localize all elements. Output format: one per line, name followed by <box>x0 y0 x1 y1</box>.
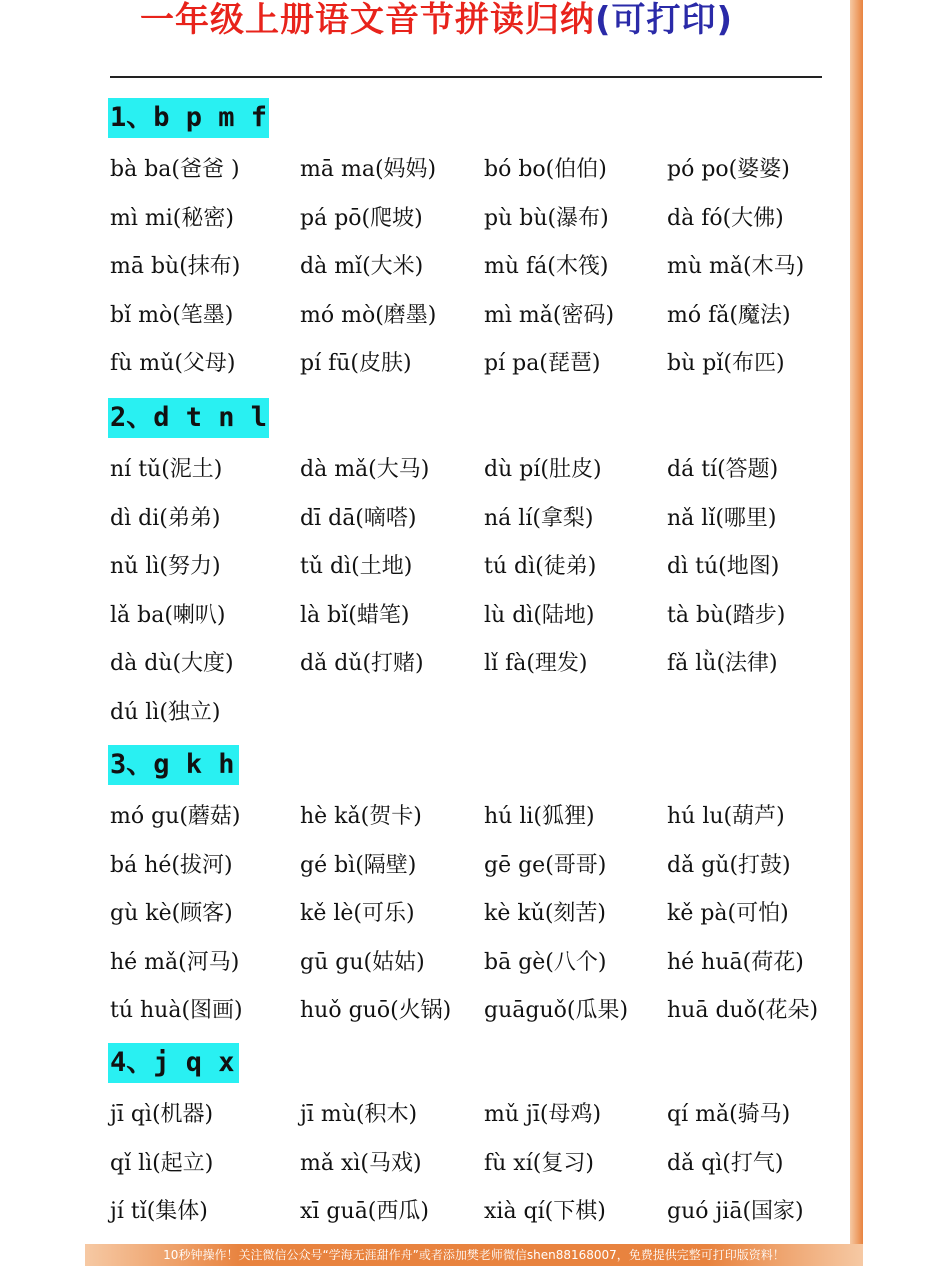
syllable-item: huā duǒ(花朵) <box>667 998 819 1023</box>
syllable-item: nǔ lì(努力) <box>110 554 221 579</box>
syllable-item: hé huā(荷花) <box>667 949 804 975</box>
syllable-item: hú li(狐狸) <box>484 804 595 829</box>
syllable-item: bā gè(八个) <box>484 949 607 975</box>
syllable-item: pó po(婆婆) <box>667 157 790 182</box>
syllable-item: bǐ mò(笔墨) <box>110 302 234 328</box>
syllable-item: dì tú(地图) <box>667 554 780 579</box>
syllable-item: bà ba(爸爸 ) <box>110 157 240 182</box>
syllable-item: tà bù(踏步) <box>667 602 786 628</box>
syllable-item: ní tǔ(泥土) <box>110 457 223 482</box>
syllable-item: kè kǔ(刻苦) <box>484 901 607 926</box>
syllable-item: mù fá(木筏) <box>484 254 609 279</box>
title-suffix: (可打印) <box>595 0 734 40</box>
section-heading: 2、d t n l <box>108 398 269 438</box>
syllable-item: dǎ gǔ(打鼓) <box>667 852 791 878</box>
page-title <box>140 0 840 42</box>
syllable-item: dú lì(独立) <box>110 699 221 725</box>
syllable-item: dà dù(大度) <box>110 651 234 676</box>
title-main: 一年级上册语文音节拼读归纳 <box>140 0 595 40</box>
syllable-item: gù kè(顾客) <box>110 901 233 926</box>
syllable-item: pí fū(皮肤) <box>300 351 412 376</box>
syllable-item: qí mǎ(骑马) <box>667 1102 791 1127</box>
syllable-item: mì mǎ(密码) <box>484 302 615 328</box>
syllable-item: kě pà(可怕) <box>667 901 789 926</box>
syllable-item: tú huà(图画) <box>110 998 243 1023</box>
syllable-item: gū gu(姑姑) <box>300 949 425 975</box>
syllable-item: dī dā(嘀嗒) <box>300 505 417 531</box>
footer-text: 10秒钟操作！关注微信公众号“学海无涯甜作舟”或者添加樊老师微信shen88168007，免费提供完整可打印版资料！ <box>163 1248 785 1262</box>
syllable-item: pá pō(爬坡) <box>300 205 423 231</box>
syllable-item: hé mǎ(河马) <box>110 949 240 975</box>
syllable-item: xià qí(下棋) <box>484 1199 606 1224</box>
syllable-item: mì mi(秘密) <box>110 205 234 231</box>
syllable-item: là bǐ(蜡笔) <box>300 602 410 628</box>
section-heading: 4、j q x <box>108 1043 239 1083</box>
footer-bar <box>85 1244 863 1266</box>
section-heading: 3、g k h <box>108 745 239 785</box>
syllable-item: lù dì(陆地) <box>484 602 595 628</box>
syllable-item: bá hé(拔河) <box>110 852 233 878</box>
syllable-item: qǐ lì(起立) <box>110 1150 214 1176</box>
syllable-item: bù pǐ(布匹) <box>667 351 785 376</box>
syllable-item: dà mǎ(大马) <box>300 457 430 482</box>
syllable-item: gē ge(哥哥) <box>484 852 607 878</box>
syllable-item: dà fó(大佛) <box>667 205 784 231</box>
syllable-item: bó bo(伯伯) <box>484 157 607 182</box>
syllable-item: kě lè(可乐) <box>300 901 415 926</box>
syllable-item: fǎ lǜ(法律) <box>667 651 778 676</box>
section-heading: 1、b p m f <box>108 98 269 138</box>
syllable-item: pí pa(琵琶) <box>484 351 601 376</box>
syllable-item: gé bì(隔壁) <box>300 852 417 878</box>
syllable-item: tǔ dì(土地) <box>300 554 413 579</box>
syllable-item: lǐ fà(理发) <box>484 651 588 676</box>
syllable-item: dǎ dǔ(打赌) <box>300 651 424 676</box>
syllable-item: dà mǐ(大米) <box>300 254 424 279</box>
syllable-item: mù mǎ(木马) <box>667 254 805 279</box>
syllable-item: dì di(弟弟) <box>110 505 221 531</box>
syllable-item: guó jiā(国家) <box>667 1199 804 1224</box>
syllable-item: mó fǎ(魔法) <box>667 302 791 328</box>
syllable-item: tú dì(徒弟) <box>484 554 597 579</box>
syllable-item: dá tí(答题) <box>667 457 779 482</box>
syllable-item: guāguǒ(瓜果) <box>484 998 629 1023</box>
syllable-item: hè kǎ(贺卡) <box>300 804 422 829</box>
syllable-item: jí tǐ(集体) <box>110 1199 208 1224</box>
syllable-item: fù mǔ(父母) <box>110 351 236 376</box>
syllable-item: jī qì(机器) <box>110 1102 214 1127</box>
syllable-item: mó gu(蘑菇) <box>110 804 241 829</box>
syllable-item: mā bù(抹布) <box>110 254 241 279</box>
syllable-item: hú lu(葫芦) <box>667 804 785 829</box>
syllable-item: fù xí(复习) <box>484 1150 594 1176</box>
syllable-item: jī mù(积木) <box>300 1102 418 1127</box>
syllable-item: pù bù(瀑布) <box>484 205 609 231</box>
syllable-item: mǎ xì(马戏) <box>300 1150 422 1176</box>
syllable-item: dù pí(肚皮) <box>484 457 602 482</box>
title-divider <box>110 76 822 78</box>
syllable-item: mó mò(磨墨) <box>300 302 437 328</box>
syllable-item: dǎ qì(打气) <box>667 1150 784 1176</box>
syllable-item: ná lí(拿梨) <box>484 505 594 531</box>
syllable-item: mǔ jī(母鸡) <box>484 1102 602 1127</box>
syllable-item: nǎ lǐ(哪里) <box>667 505 777 531</box>
syllable-item: mā ma(妈妈) <box>300 157 437 182</box>
syllable-item: xī guā(西瓜) <box>300 1199 429 1224</box>
syllable-item: lǎ ba(喇叭) <box>110 602 226 628</box>
right-border <box>850 0 863 1266</box>
syllable-item: huǒ guō(火锅) <box>300 998 452 1023</box>
